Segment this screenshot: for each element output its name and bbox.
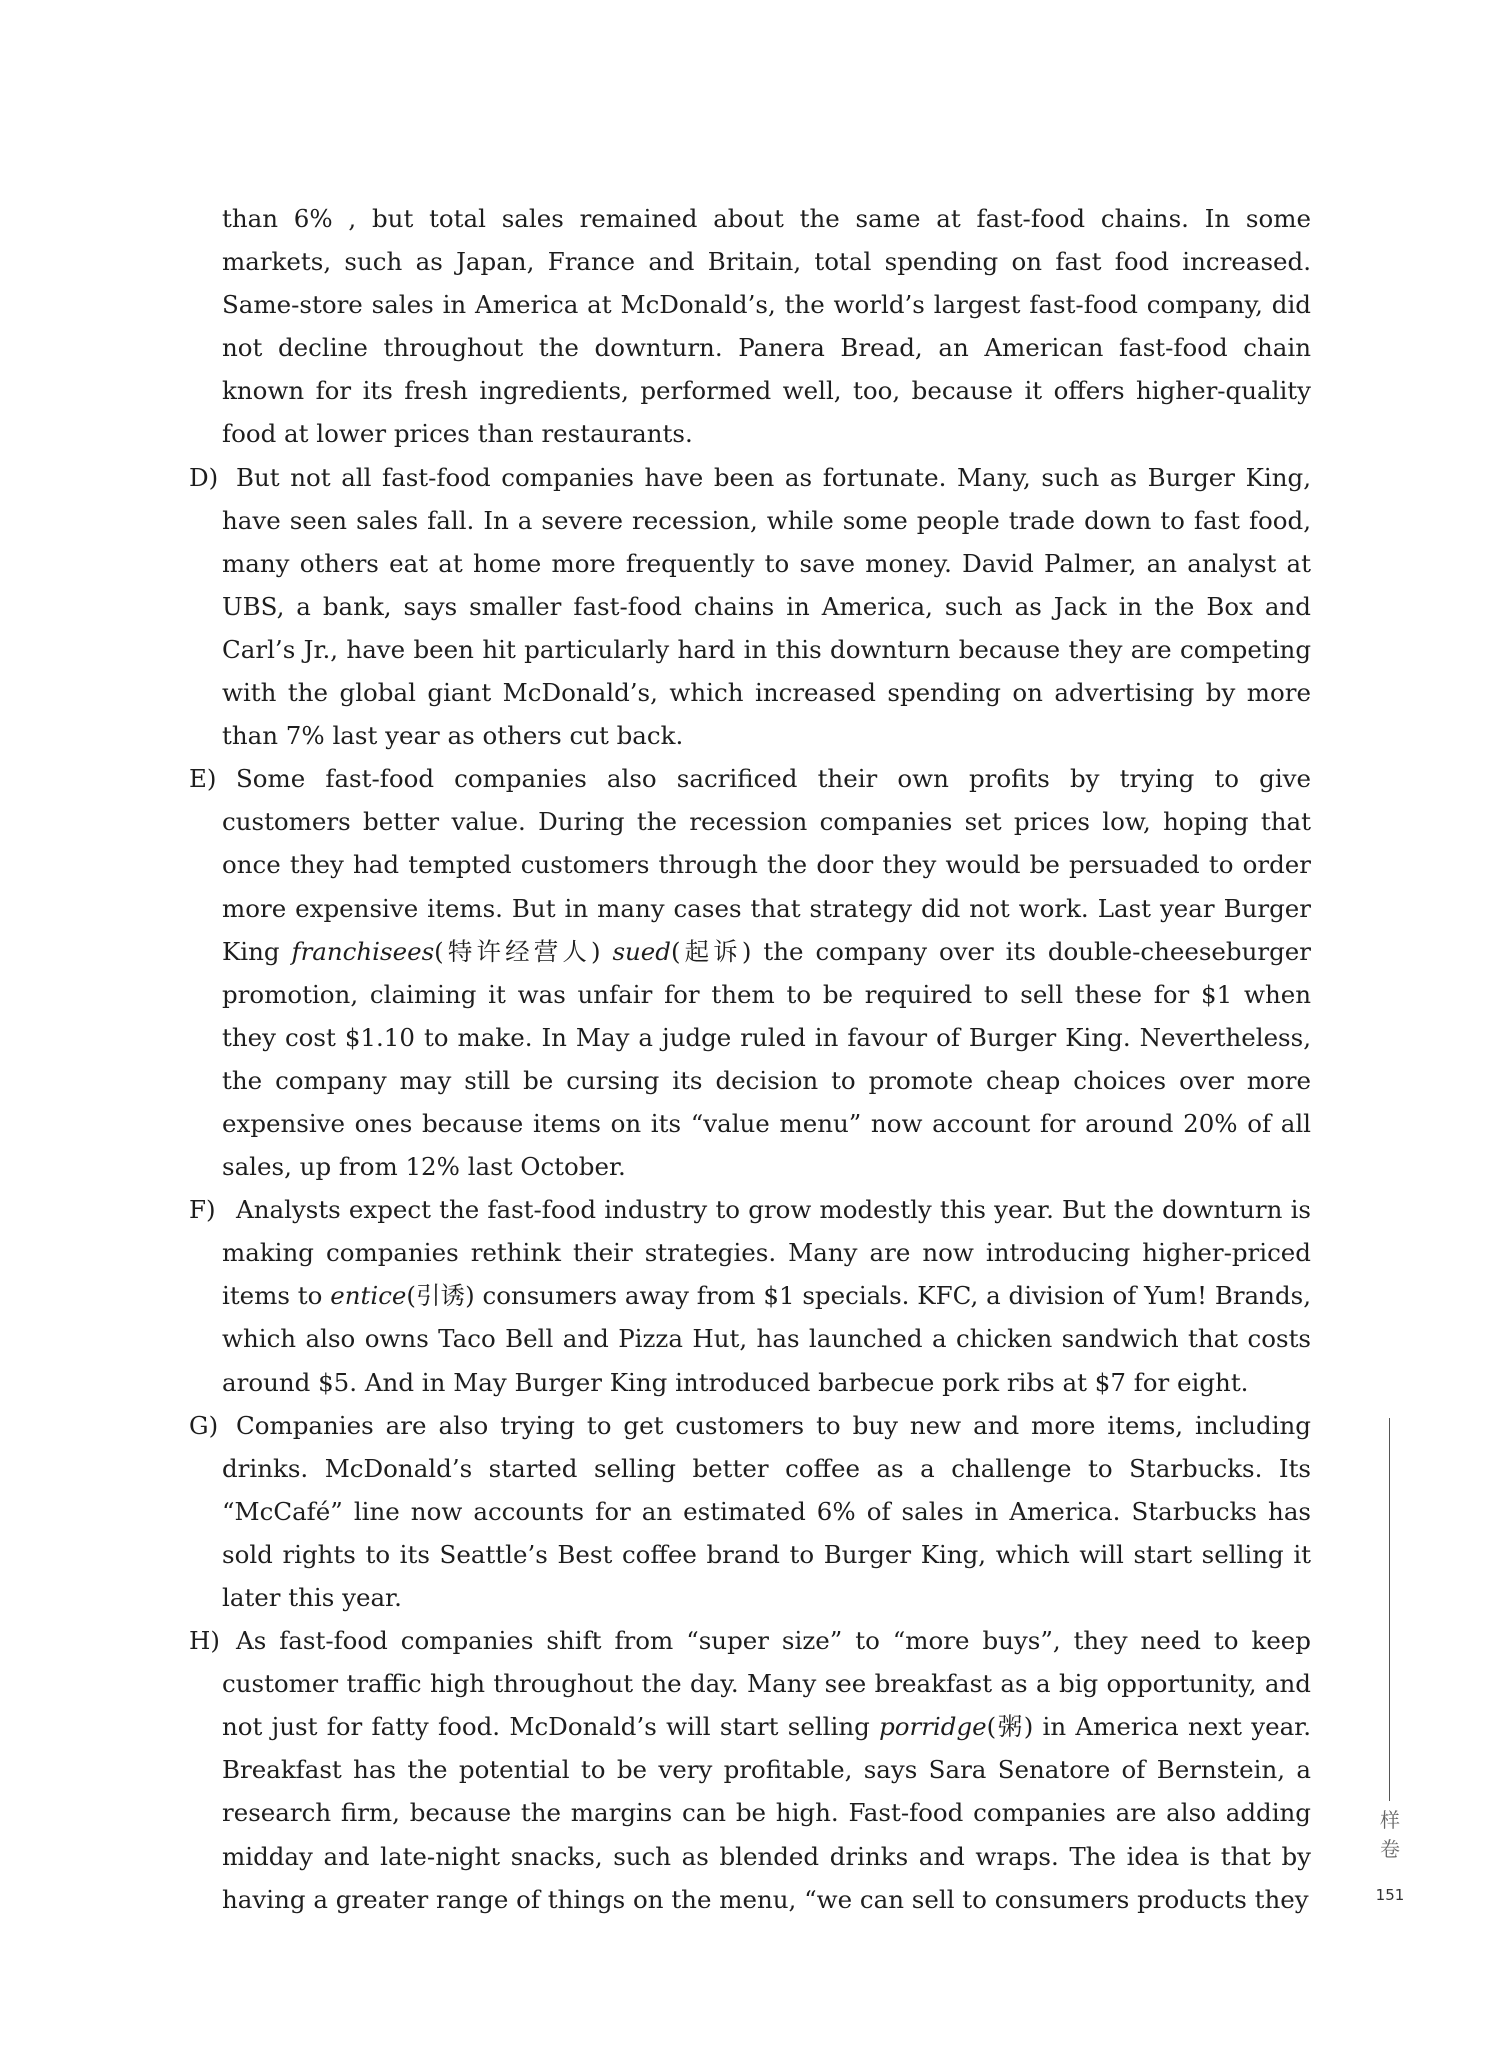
page-number: 151 bbox=[1375, 1886, 1405, 1904]
vocab-term: porridge bbox=[879, 1712, 987, 1742]
paragraph-f bbox=[189, 1188, 1311, 1403]
paragraph-h bbox=[189, 1619, 1311, 1921]
paragraph-text: than 6% , but total sales remained about the same at fast-food chains. In some markets, such as Japan, France and Britain, total spending on fast food increased. Same-store sales in America at McDonald’s, the world’s largest fast-food company, did not decline throughout the downturn. Panera Bread, an American fast-food chain known for its fresh ingredients, performed well, too, because it offers higher-quality food at lower prices than restaurants. bbox=[222, 204, 1311, 449]
sample-label-char: 卷 bbox=[1380, 1837, 1400, 1861]
vocab-term: franchisees bbox=[291, 936, 435, 966]
chinese-gloss: (粥) bbox=[986, 1712, 1034, 1742]
paragraph-text-part: the company over its double-cheeseburger promotion, claiming it was unfair for them to be required to sell these for $1 when they cost $1.10 to make. In May a judge ruled in favour of Burger King. Nevertheless, the company may still be cursing its decision to promote cheap choices over more expensive ones because items on its “value menu” now account for around 20% of all sales, up from 12% last October. bbox=[222, 936, 1311, 1182]
chinese-gloss: (引诱) bbox=[406, 1281, 475, 1311]
paragraph-e bbox=[189, 757, 1311, 1188]
paragraph-d bbox=[189, 456, 1311, 758]
paragraph-text-part: Some fast-food companies also sacrificed their own profits by trying to give customers better value. During the recession companies set prices low, hoping that once they had tempted customers through the door they would be persuaded to order more expensive items. But in many cases that strategy did not work. Last year Burger King bbox=[222, 764, 1311, 966]
chinese-gloss: (起诉) bbox=[671, 936, 752, 966]
paragraph-letter: H) bbox=[189, 1626, 220, 1656]
article-body bbox=[189, 197, 1311, 1921]
paragraph-text: Companies are also trying to get customers to buy new and more items, including drinks. McDonald’s started selling better coffee as a challenge to Starbucks. Its “McCafé” line now accounts for an estimated 6% of sales in America. Starbucks has sold rights to its Seattle’s Best coffee brand to Burger King, which will start selling it later this year. bbox=[222, 1410, 1311, 1612]
chinese-gloss: (特许经营人) bbox=[434, 936, 601, 966]
paragraph-text-part: in America next year. Breakfast has the potential to be very profitable, says Sara Senatore of Bernstein, a research firm, because the margins can be high. Fast-food companies are also adding midday and late-night snacks, such as blended drinks and wraps. The idea is that by having a greater range of things on the menu, “we can sell to consumers products they bbox=[222, 1712, 1311, 1914]
paragraph-letter: E) bbox=[189, 764, 217, 794]
vocab-term: sued bbox=[612, 936, 671, 966]
paragraph-text-part: As fast-food companies shift from “super size” to “more buys”, they need to keep customer traffic high throughout the day. Many see breakfast as a big opportunity, and not just for fatty food. McDonald’s will start selling bbox=[222, 1626, 1311, 1742]
paragraph-letter: G) bbox=[189, 1410, 219, 1440]
paragraph-text: But not all fast-food companies have been as fortunate. Many, such as Burger King, have seen sales fall. In a severe recession, while some people trade down to fast food, many others eat at home more frequently to save money. David Palmer, an analyst at UBS, a bank, says smaller fast-food chains in America, such as Jack in the Box and Carl’s Jr., have been hit particularly hard in this downturn because they are competing with the global giant McDonald’s, which increased spending on advertising by more than 7% last year as others cut back. bbox=[222, 462, 1311, 751]
margin-rule bbox=[1389, 1418, 1390, 1801]
paragraph-continuation bbox=[189, 197, 1311, 456]
paragraph-text-part: Analysts expect the fast-food industry to grow modestly this year. But the downturn is making companies rethink their strategies. Many are now introducing higher-priced items to bbox=[222, 1195, 1311, 1311]
sample-label bbox=[1375, 1806, 1405, 1864]
sample-label-char: 样 bbox=[1380, 1808, 1400, 1832]
paragraph-g bbox=[189, 1404, 1311, 1619]
paragraph-letter: D) bbox=[189, 462, 219, 492]
paragraph-text-part: consumers away from $1 specials. KFC, a division of Yum! Brands, which also owns Taco Bell and Pizza Hut, has launched a chicken sandwich that costs around $5. And in May Burger King introduced barbecue pork ribs at $7 for eight. bbox=[222, 1281, 1311, 1397]
vocab-term: entice bbox=[330, 1281, 407, 1311]
paragraph-letter: F) bbox=[189, 1195, 216, 1225]
